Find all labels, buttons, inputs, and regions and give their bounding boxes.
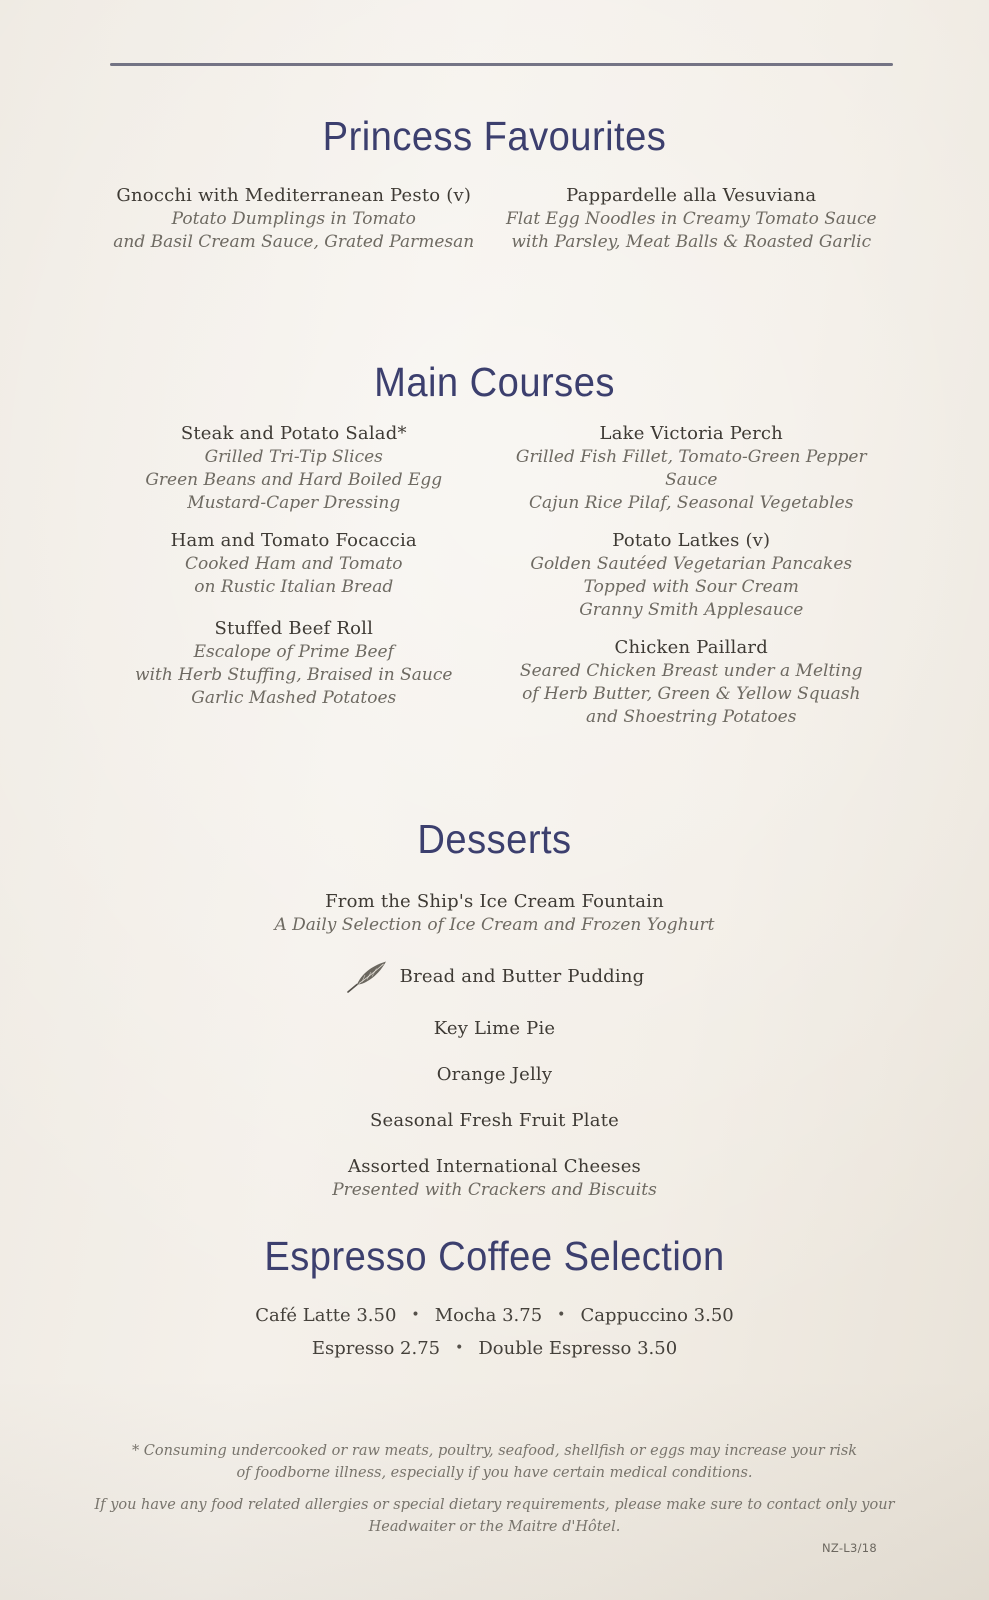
dot-separator: • (557, 1307, 566, 1323)
menu-item (95, 422, 493, 515)
menu-item-description: Topped with Sour Cream (583, 577, 799, 597)
coffee-item: Mocha 3.75 (434, 1305, 543, 1326)
menu-item-name: Lake Victoria Perch (599, 423, 783, 444)
menu-item (493, 184, 891, 254)
menu-item-name: Potato Latkes (v) (612, 530, 771, 551)
coffee-item: Café Latte 3.50 (255, 1305, 397, 1326)
section-title-desserts: Desserts (417, 816, 572, 862)
desserts-items (0, 890, 989, 1202)
menu-item-description: Grilled Tri-Tip Slices (204, 447, 383, 467)
menu-item-description: Cajun Rice Pilaf, Seasonal Vegetables (529, 493, 854, 513)
section-title-princess-favourites: Princess Favourites (322, 113, 667, 159)
menu-item-description: Grilled Fish Fillet, Tomato-Green Pepper Sauce (515, 447, 867, 490)
menu-item-description: Flat Egg Noodles in Creamy Tomato Sauce (505, 209, 877, 229)
section-desserts (0, 815, 989, 1224)
footnote-consumption (0, 1440, 989, 1484)
menu-item-name: Chicken Paillard (614, 637, 768, 658)
menu-item-description: with Herb Stuffing, Braised in Sauce (135, 665, 453, 685)
top-divider (110, 63, 893, 66)
coffee-item: Espresso 2.75 (311, 1338, 441, 1359)
mains-left-column (95, 422, 493, 743)
menu-item (95, 184, 493, 254)
section-footnotes (0, 1440, 989, 1548)
menu-item-description: Presented with Crackers and Biscuits (332, 1180, 657, 1200)
menu-item (493, 636, 891, 729)
menu-item-description: on Rustic Italian Bread (194, 577, 394, 597)
menu-item (0, 1109, 989, 1133)
section-princess-favourites (0, 112, 989, 268)
section-main-courses (0, 358, 989, 743)
menu-item (493, 529, 891, 622)
menu-item (0, 1063, 989, 1087)
menu-item-description: of Herb Butter, Green & Yellow Squash (522, 684, 861, 704)
menu-item-name: Assorted International Cheeses (348, 1156, 641, 1177)
footnote-allergy (0, 1494, 989, 1538)
menu-item (493, 422, 891, 515)
menu-item (0, 1017, 989, 1041)
coffee-item: Cappuccino 3.50 (580, 1305, 734, 1326)
feather-icon (345, 959, 389, 995)
favourites-columns (0, 184, 989, 268)
menu-item-name: Orange Jelly (436, 1064, 553, 1085)
menu-item-description: Seared Chicken Breast under a Melting (519, 661, 863, 681)
menu-item-description: Green Beans and Hard Boiled Egg (145, 470, 443, 490)
menu-item-description: Potato Dumplings in Tomato (171, 209, 416, 229)
menu-item (95, 617, 493, 710)
menu-item-description: Cooked Ham and Tomato (184, 554, 403, 574)
menu-item-name: Stuffed Beef Roll (214, 618, 374, 639)
section-title-main-courses: Main Courses (374, 359, 615, 405)
menu-item-description: Granny Smith Applesauce (579, 600, 804, 620)
mains-columns (0, 422, 989, 743)
menu-item-name: From the Ship's Ice Cream Fountain (325, 891, 664, 912)
mains-right-column (493, 422, 891, 743)
menu-item-name: Bread and Butter Pudding (399, 966, 645, 987)
coffee-item: Double Espresso 3.50 (478, 1338, 678, 1359)
menu-item-name: Gnocchi with Mediterranean Pesto (v) (116, 185, 472, 206)
dot-separator: • (455, 1340, 464, 1356)
coffee-row (0, 1303, 989, 1330)
coffee-row (0, 1336, 989, 1363)
menu-item-name: Ham and Tomato Focaccia (170, 530, 417, 551)
favourites-right-column (493, 184, 891, 268)
menu-item (95, 529, 493, 599)
menu-item-description: and Basil Cream Sauce, Grated Parmesan (113, 232, 475, 252)
menu-item-description: Garlic Mashed Potatoes (191, 688, 397, 708)
section-title-espresso-coffee: Espresso Coffee Selection (264, 1233, 725, 1279)
menu-item-description: Mustard-Caper Dressing (187, 493, 401, 513)
section-espresso-coffee (0, 1232, 989, 1369)
menu-item-name: Seasonal Fresh Fruit Plate (370, 1110, 619, 1131)
footnote-line: of foodborne illness, especially if you have certain medical conditions. (236, 1465, 753, 1481)
menu-item-description: Golden Sautéed Vegetarian Pancakes (530, 554, 853, 574)
menu-item-name: Pappardelle alla Vesuviana (566, 185, 817, 206)
menu-item-description: with Parsley, Meat Balls & Roasted Garlic (511, 232, 872, 252)
menu-item-description: and Shoestring Potatoes (586, 707, 797, 727)
footnote-line: * Consuming undercooked or raw meats, poultry, seafood, shellfish or eggs may increase your risk (131, 1443, 858, 1459)
menu-item-description: Escalope of Prime Beef (193, 642, 394, 662)
coffee-price-list (0, 1303, 989, 1363)
menu-item (0, 959, 989, 995)
menu-item-name: Key Lime Pie (433, 1018, 556, 1039)
menu-item (0, 1155, 989, 1202)
form-code: NZ-L3/18 (821, 1541, 877, 1555)
dot-separator: • (411, 1307, 420, 1323)
menu-item (0, 890, 989, 937)
favourites-left-column (95, 184, 493, 268)
menu-item-name: Steak and Potato Salad* (180, 423, 407, 444)
footnote-line: Headwaiter or the Maitre d'Hôtel. (368, 1519, 621, 1535)
footnote-line: If you have any food related allergies or special dietary requirements, please make sure to contact only your (94, 1497, 895, 1513)
menu-item-description: A Daily Selection of Ice Cream and Frozen Yoghurt (274, 915, 715, 935)
